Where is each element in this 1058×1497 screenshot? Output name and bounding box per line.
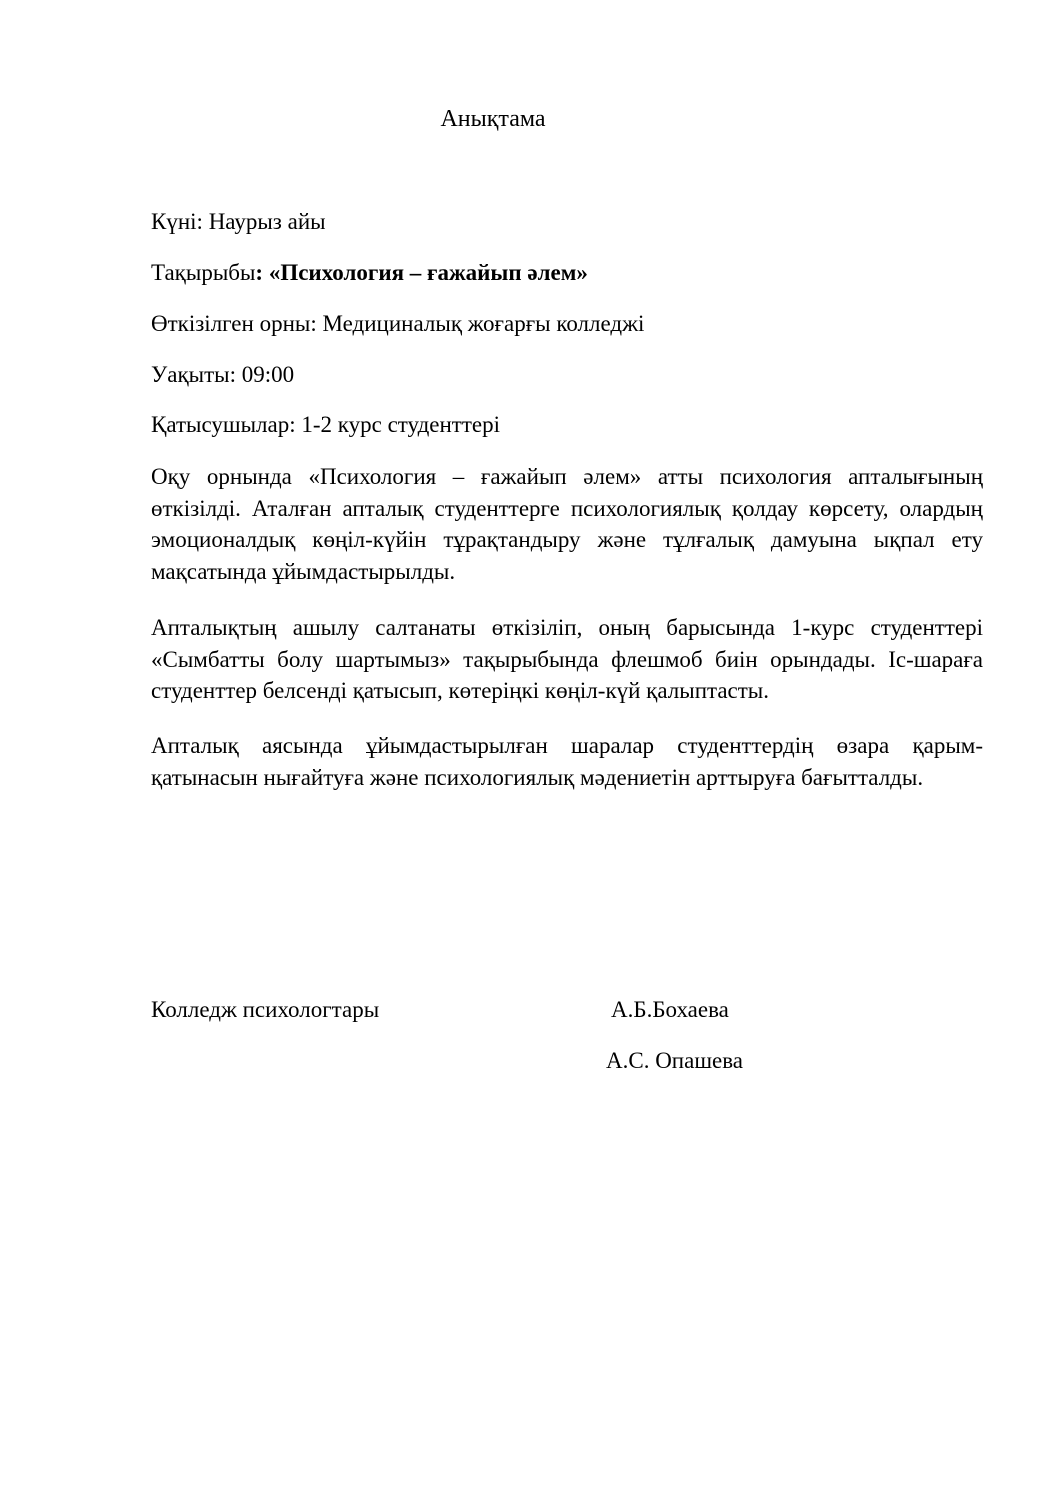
time-line — [151, 360, 294, 390]
topic-value: : «Психология – ғажайып әлем» — [255, 260, 588, 285]
date-value: Наурыз айы — [208, 209, 326, 234]
paragraph-intro: Оқу орнында «Психология – ғажайып әлем» атты психология апталығының өткізілді. Аталған апталық студенттерге психологиялық қолдау көрсету, олардың эмоционалдық көңіл-күйін тұрақтандыру және тұлғалық дамуына ықпал ету мақсатында ұйымдастырылды. — [151, 464, 983, 584]
paragraph-conclusion: Апталық аясында ұйымдастырылған шаралар студенттердің өзара қарым-қатынасын нығайтуға және психологиялық мәдениетін арттыруға бағытталды. — [151, 733, 983, 790]
time-value: 09:00 — [241, 362, 295, 387]
date-line — [151, 207, 326, 237]
document-title: Анықтама — [440, 106, 546, 132]
paragraph-opening: Апталықтың ашылу салтанаты өткізіліп, оның барысында 1-курс студенттері «Сымбатты болу шартымыз» тақырыбында флешмоб биін орындады. Іс-шараға студенттер белсенді қатысып, көтеріңкі көңіл-күй қалыптасты. — [151, 615, 983, 703]
participants-line — [151, 410, 500, 440]
place-label: Өткізілген орны: — [151, 311, 317, 336]
topic-label: Тақырыбы — [151, 260, 256, 285]
signature-name-1: А.Б.Бохаева — [611, 997, 729, 1022]
time-label: Уақыты: — [151, 362, 237, 387]
topic-line — [151, 258, 588, 288]
signature-role: Колледж психологтары — [151, 997, 380, 1022]
signature-name-2: А.С. Опашева — [606, 1048, 744, 1073]
date-label: Күні: — [151, 209, 203, 234]
participants-value: 1-2 курс студенттері — [301, 412, 501, 437]
place-line — [151, 309, 644, 339]
place-value: Медициналық жоғарғы колледжі — [322, 311, 645, 336]
participants-label: Қатысушылар: — [151, 412, 296, 437]
